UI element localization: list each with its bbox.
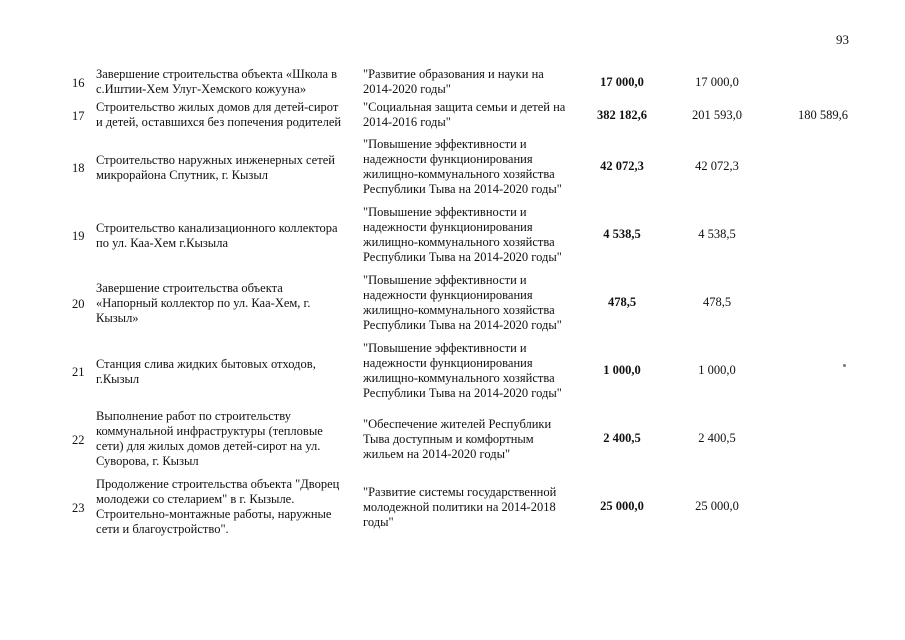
program-name-line: "Развитие образования и науки на [363,67,544,81]
object-name-line: Продолжение строительства объекта "Дворец [96,477,340,491]
object-name [96,153,354,183]
total-amount: 42 072,3 [600,159,644,173]
total-amount: 382 182,6 [597,108,647,122]
program-name [363,205,578,265]
program-name-line: надежности функционирования [363,288,533,302]
program-name-line: "Обеспечение жителей Республики [363,417,552,431]
object-name-line: Строительно-монтажные работы, наружные [96,507,332,521]
program-name-line: "Социальная защита семьи и детей на [363,100,566,114]
object-name [96,221,354,251]
program-name-line: молодежной политики на 2014-2018 [363,500,556,514]
object-name-line: молодежи со стеларием" в г. Кызыле. [96,492,295,506]
program-name-line: 2014-2016 годы" [363,115,451,129]
program-name-line: "Повышение эффективности и [363,273,527,287]
amount-year-1: 17 000,0 [695,75,739,89]
program-name-line: жилищно-коммунального хозяйства [363,235,555,249]
total-amount: 25 000,0 [600,499,644,513]
object-name-line: Станция слива жидких бытовых отходов, [96,357,316,371]
object-name-line: «Напорный коллектор по ул. Каа-Хем, г. [96,296,311,310]
object-name-line: сети) для жилых домов детей-сирот на ул. [96,439,321,453]
amount-year-1: 25 000,0 [695,499,739,513]
object-name [96,281,354,326]
total-amount: 4 538,5 [603,227,641,241]
program-name-line: "Повышение эффективности и [363,137,527,151]
program-name-line: Республики Тыва на 2014-2020 годы" [363,250,562,264]
row-number: 17 [72,109,85,123]
row-number: 19 [72,229,85,243]
program-name [363,137,578,197]
object-name-line: Завершение строительства объекта [96,281,283,295]
amount-year-1: 478,5 [702,295,732,309]
object-name-line: микрорайона Спутник, г. Кызыл [96,168,268,182]
scan-speck [843,364,846,367]
program-name-line: 2014-2020 годы" [363,82,451,96]
program-name [363,417,578,462]
total-amount: 2 400,5 [603,431,641,445]
row-number: 21 [72,365,85,379]
program-name-line: жилищно-коммунального хозяйства [363,303,555,317]
object-name-line: Строительство наружных инженерных сетей [96,153,335,167]
program-name [363,485,578,530]
object-name-line: Выполнение работ по строительству [96,409,291,423]
program-name [363,273,578,333]
amount-year-1: 42 072,3 [695,159,739,173]
row-number: 16 [72,76,85,90]
row-number: 20 [72,297,85,311]
object-name-line: г.Кызыл [96,372,140,386]
row-number: 22 [72,433,85,447]
program-name-line: Республики Тыва на 2014-2020 годы" [363,182,562,196]
page-number: 93 [836,32,849,47]
total-amount: 1 000,0 [603,363,641,377]
program-name-line: Республики Тыва на 2014-2020 годы" [363,386,562,400]
program-name [363,341,578,401]
object-name-line: сети и благоустройство". [96,522,229,536]
object-name-line: Кызыл» [96,311,139,325]
object-name [96,477,354,537]
object-name-line: и детей, оставшихся без попечения родителей [96,115,342,129]
program-name-line: "Развитие системы государственной [363,485,557,499]
object-name-line: с.Иштии-Хем Улуг-Хемского кожууна» [96,82,307,96]
object-name-line: по ул. Каа-Хем г.Кызыла [96,236,228,250]
row-number: 23 [72,501,85,515]
object-name-line: Строительство канализационного коллектора [96,221,338,235]
program-name [363,100,578,130]
amount-year-1: 201 593,0 [692,108,742,122]
amount-year-1: 2 400,5 [698,431,736,445]
total-amount: 478,5 [607,295,637,309]
program-name-line: Республики Тыва на 2014-2020 годы" [363,318,562,332]
program-name-line: жилищно-коммунального хозяйства [363,371,555,385]
program-name-line: "Повышение эффективности и [363,341,527,355]
row-number: 18 [72,161,85,175]
object-name [96,409,354,469]
object-name-line: Завершение строительства объекта «Школа в [96,67,338,81]
program-name-line: надежности функционирования [363,356,533,370]
program-name-line: жилищно-коммунального хозяйства [363,167,555,181]
object-name-line: Строительство жилых домов для детей-сирот [96,100,339,114]
object-name [96,100,354,130]
program-name-line: надежности функционирования [363,220,533,234]
program-name-line: надежности функционирования [363,152,533,166]
program-name-line: годы" [363,515,394,529]
program-name-line: "Повышение эффективности и [363,205,527,219]
object-name-line: коммунальной инфраструктуры (тепловые [96,424,323,438]
amount-year-1: 1 000,0 [698,363,736,377]
program-name-line: Тыва доступным и комфортным [363,432,534,446]
object-name-line: Суворова, г. Кызыл [96,454,199,468]
program-name [363,67,578,97]
amount-year-2: 180 589,6 [798,108,848,122]
object-name [96,357,354,387]
program-name-line: жильем на 2014-2020 годы" [363,447,511,461]
amount-year-1: 4 538,5 [698,227,736,241]
object-name [96,67,354,97]
total-amount: 17 000,0 [600,75,644,89]
